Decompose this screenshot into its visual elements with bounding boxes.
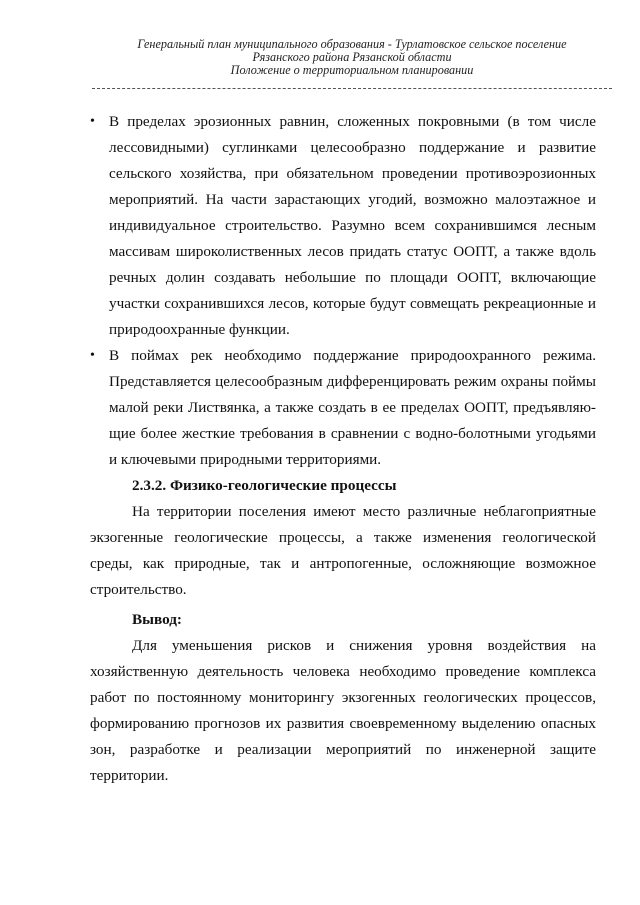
list-item bbox=[90, 343, 596, 473]
bullet-icon: • bbox=[90, 348, 95, 363]
conclusion-paragraph: Для уменьшения рисков и снижения уровня воздействия на хозяйственную деятельность человека необходимо проведение комплекса работ по постоянному мониторингу экзогенных геологических процессов, формированию прогнозов их развития своевременному выделению опасных зон, разработке и реализации мероприятий по инженерной защите территории. bbox=[90, 637, 596, 784]
header-divider bbox=[92, 88, 612, 89]
conclusion-heading: Вывод: bbox=[132, 611, 182, 628]
list-item-text: В пределах эрозионных равнин, сложенных покровными (в том числе лессовидными) суглинками целесообразно поддержание и развитие сельского хозяйства, при обязательном проведении противоэрозионных мероприятий. На части зарастающих угодий, возможно малоэтажное и индивидуальное строительство. Разумно всем сохранившимся лесным массивам широколиственных лесов придать статус ООПТ, а также вдоль речных долин создавать небольшие по площади ООПТ, включающие участки сохранившихся лесов, которые будут совмещать рекреационные и природоохранные функции. bbox=[109, 113, 596, 338]
header-region-line: Рязанского района Рязанской области bbox=[252, 50, 452, 64]
header-title-line: Генеральный план муниципального образования - Турлатовское сельское поселение bbox=[137, 37, 567, 51]
section-heading: 2.3.2. Физико-геологические процессы bbox=[132, 477, 397, 494]
list-item bbox=[90, 109, 596, 343]
bullet-icon: • bbox=[90, 114, 95, 129]
recommendation-list bbox=[90, 109, 596, 473]
list-item-text: В поймах рек необходимо поддержание природоохранного режима. Представляется целесообразным дифференцировать режим охраны поймы малой реки Листвянка, а также создать в ее пределах ООПТ, предъявляю-щие более жесткие требования в сравнении с водно-болотными угодьями и ключевыми природными территориями. bbox=[109, 347, 596, 468]
document-body bbox=[90, 109, 596, 789]
header-document-line: Положение о территориальном планировании bbox=[230, 63, 474, 77]
section-paragraph: На территории поселения имеют место различные неблагоприятные экзогенные геологические процессы, а также изменения геологической среды, как природные, так и антропогенные, осложняющие возможное строительство. bbox=[90, 503, 596, 598]
page-header bbox=[92, 38, 612, 77]
